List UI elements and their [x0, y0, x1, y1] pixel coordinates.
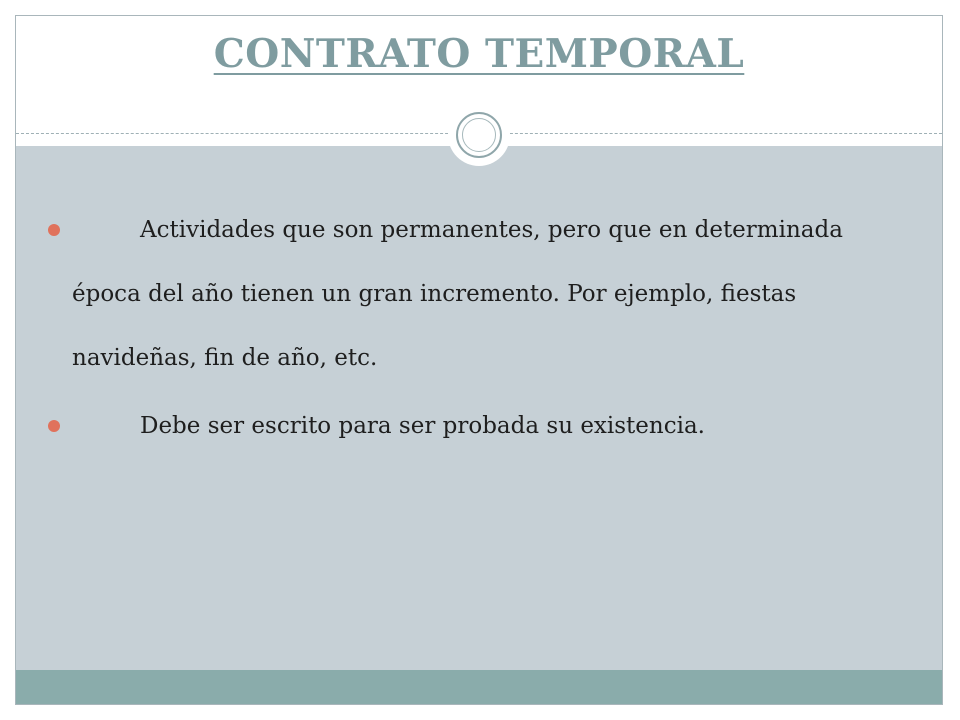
slide-title: CONTRATO TEMPORAL — [213, 31, 745, 77]
slide-frame — [15, 15, 943, 705]
bullet-text: Debe ser escrito para ser probada su existencia. — [140, 413, 705, 439]
bullet-text: Actividades que son permanentes, pero que en determinada época del año tienen un gran incremento. Por ejemplo, fiestas navideñas, fin de año, etc. — [72, 217, 843, 371]
